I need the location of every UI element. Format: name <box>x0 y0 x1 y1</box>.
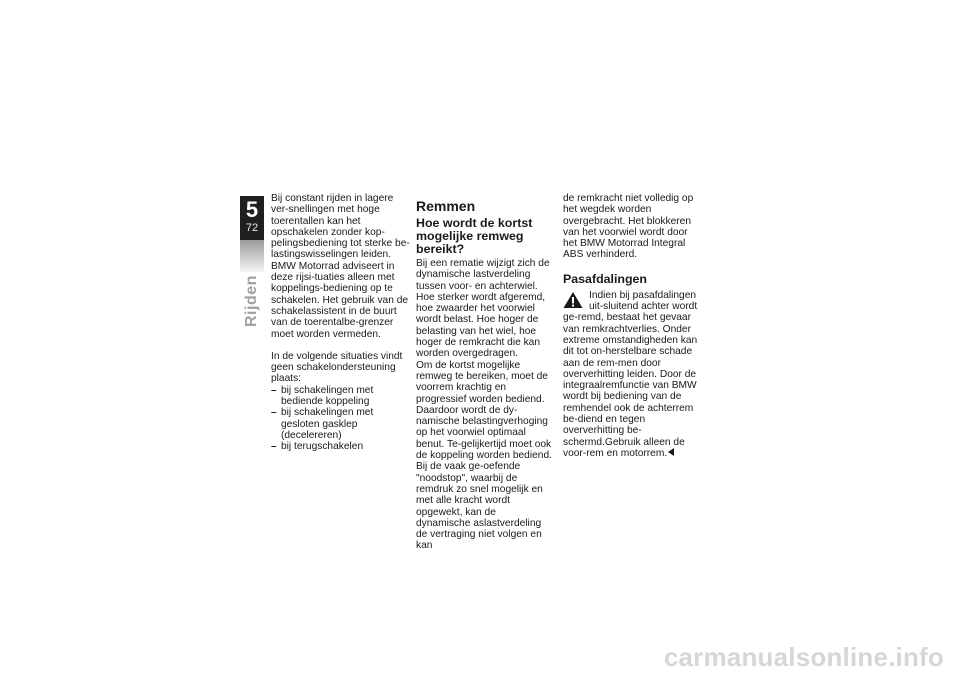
column-2 <box>416 193 552 552</box>
page-number: 72 <box>245 222 259 234</box>
subsection-heading: Hoe wordt de kortst mogelijke remweg bereikt? <box>416 216 533 256</box>
paragraph: Bij constant rijden in lagere ver-snellingen met hoge toerentallen kan het opschakelen zonder kop-pelingsbediening tot sterke be-lastingswisselingen leiden. BMW Motorrad adviseert in deze rijsi-tuaties alleen met koppelings-bediening op te schakelen. Het gebruik van de schakelassistent in de buurt van de toerentalbe-grenzer moet worden vermeden. <box>271 193 410 340</box>
column-1 <box>271 193 411 453</box>
watermark: carmanualsonline.info <box>663 642 944 672</box>
warning-note <box>563 290 699 459</box>
paragraph: Om de kortst mogelijke remweg te bereiken, moet de voorrem krachtig en progressief worden bediend. Daardoor wordt de dy-namische belastingverhoging op het voorwiel optimaal benut. Te-gelijkertijd moet ook de koppeling worden bediend. Bij de vaak ge-oefende "noodstop", waarbij de remdruk zo snel mogelijk en met alle kracht wordt opgewekt, kan de dynamische aslastverdeling de vertraging niet volgen en kan <box>416 359 552 552</box>
list-item: – bij schakelingen met gesloten gasklep (decelereren) <box>271 407 411 441</box>
paragraph: In de volgende situaties vindt geen schakelondersteuning plaats: <box>271 350 403 385</box>
list-item: – bij terugschakelen <box>271 441 411 452</box>
warning-text: Indien bij pasafdalingen uit-sluitend achter wordt ge-remd, bestaat het gevaar van remkrachtverlies. Onder extreme omstandigheden kan dit tot on-herstelbare schade aan de rem-men door oververhitting leiden. Door de integraalremfunctie van BMW wordt bij bediening van de remhendel ook de achterrem be-diend en tegen oververhitting be-schermd.Gebruik alleen de voor-rem en motorrem. <box>563 289 698 459</box>
section-label: Rijden <box>243 275 260 327</box>
list-item: – bij schakelingen met bediende koppeling <box>271 385 411 408</box>
subsection-heading: Pasafdalingen <box>563 271 648 286</box>
warning-triangle-icon <box>563 291 583 309</box>
chapter-number: 5 <box>245 197 259 222</box>
bullet-list <box>271 385 411 453</box>
paragraph: Bij een rematie wijzigt zich de dynamische lastverdeling tussen voor- en achterwiel. Hoe sterker wordt afgeremd, hoe zwaarder het voorwiel wordt belast. Hoe hoger de belasting van het wiel, hoe hoger de remkracht die kan worden overgedragen. <box>416 258 550 360</box>
section-heading: Remmen <box>416 198 476 214</box>
end-marker-icon <box>668 448 674 456</box>
chapter-tab <box>240 196 264 240</box>
paragraph: de remkracht niet volledig op het wegdek worden overgebracht. Het blokkeren van het voorwiel wordt door het BMW Motorrad Integral ABS verhinderd. <box>563 193 694 261</box>
tab-gradient-strip <box>240 240 264 272</box>
column-3 <box>563 193 699 459</box>
